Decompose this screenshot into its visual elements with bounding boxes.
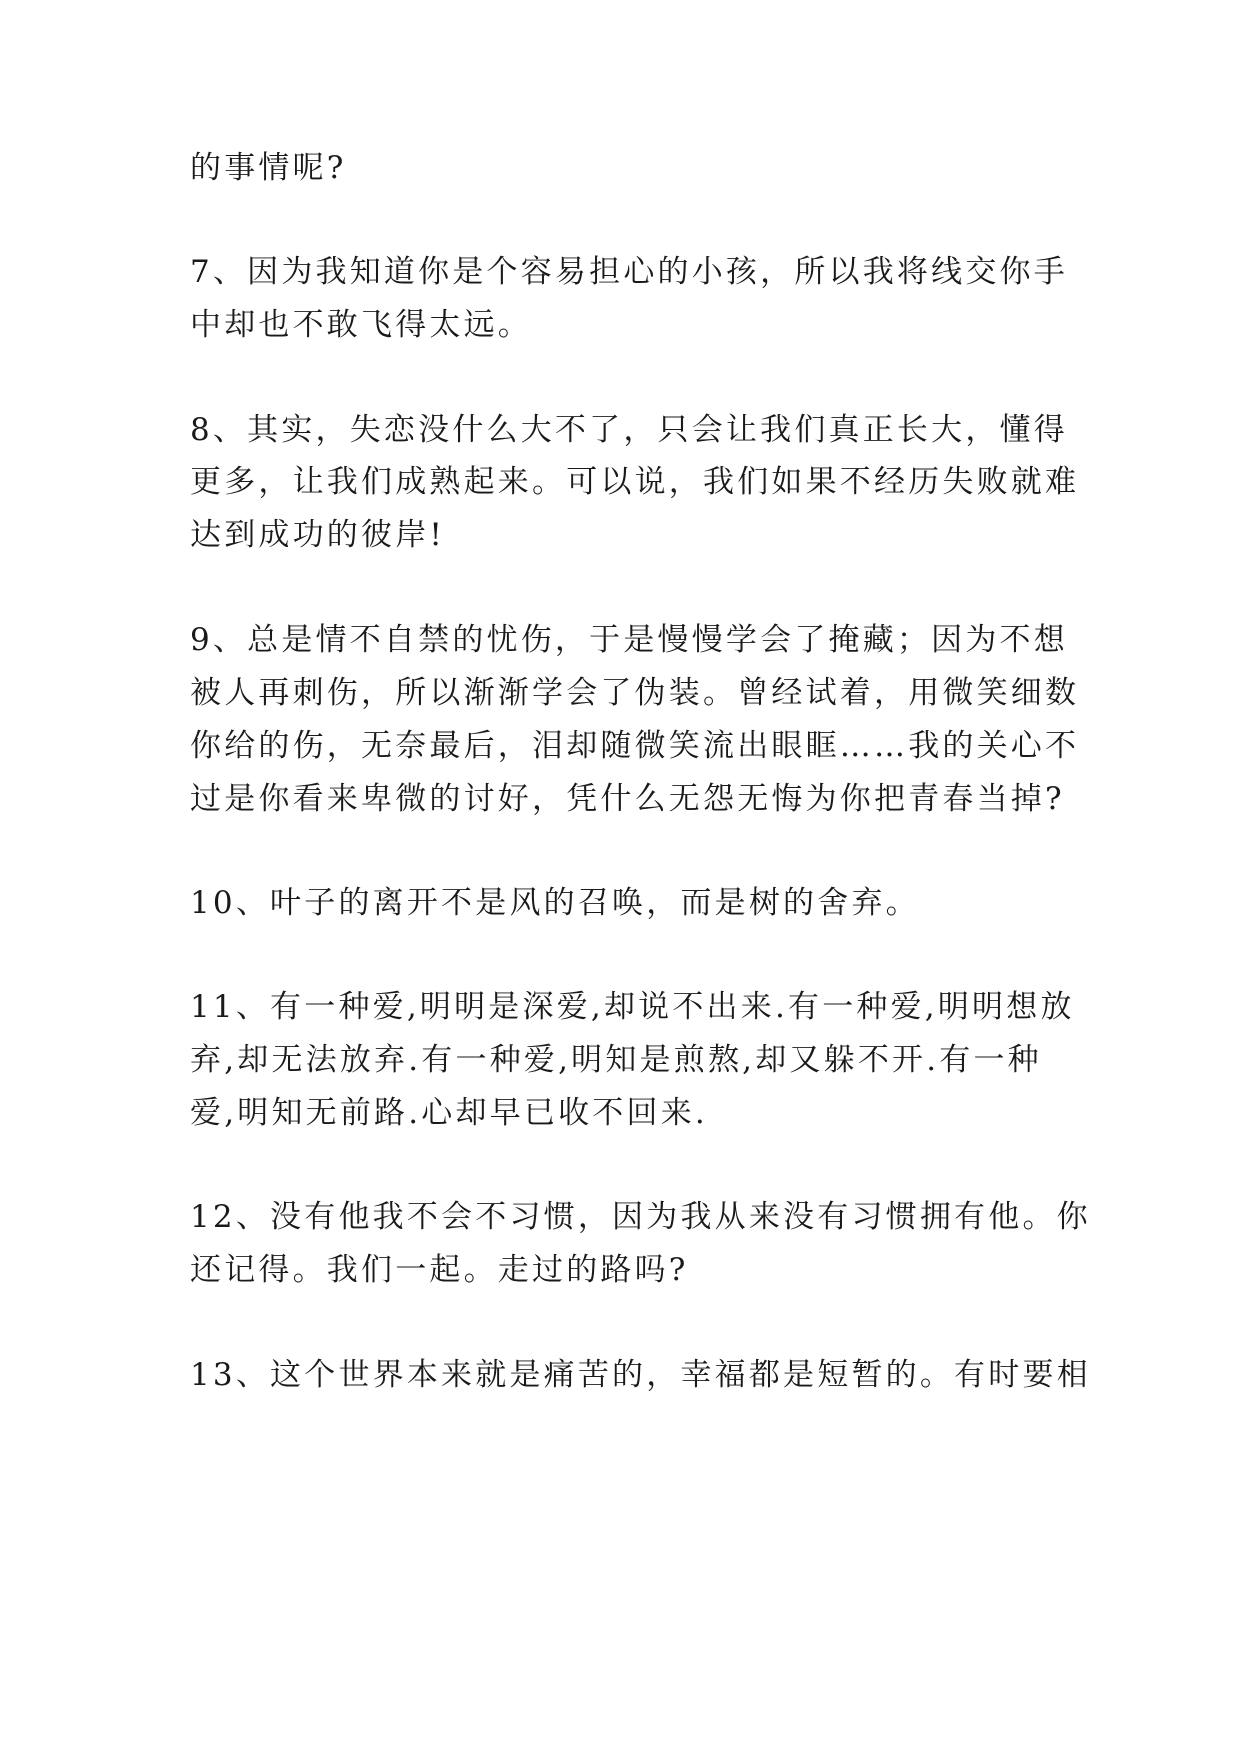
text-line: 8、其实，失恋没什么大不了，只会让我们真正长大，懂得	[190, 412, 1068, 448]
text-line: 13、这个世界本来就是痛苦的，幸福都是短暂的。有时要相	[190, 1357, 1091, 1393]
text-line: 还记得。我们一起。走过的路吗?	[190, 1252, 689, 1288]
text-line: 9、总是情不自禁的忧伤，于是慢慢学会了掩藏；因为不想	[190, 622, 1068, 658]
text-line: 达到成功的彼岸!	[190, 517, 446, 553]
text-line: 爱,明知无前路.心却早已收不回来.	[190, 1095, 708, 1131]
text-line: 7、因为我知道你是个容易担心的小孩，所以我将线交你手	[190, 254, 1068, 290]
text-line: 11、有一种爱,明明是深爱,却说不出来.有一种爱,明明想放	[190, 989, 1075, 1025]
text-line: 过是你看来卑微的讨好，凭什么无怨无悔为你把青春当掉?	[190, 781, 1065, 817]
text-line: 中却也不敢飞得太远。	[190, 307, 532, 343]
text-line: 的事情呢?	[190, 150, 347, 186]
text-line: 更多，让我们成熟起来。可以说，我们如果不经历失败就难	[190, 464, 1080, 500]
text-line: 10、叶子的离开不是风的召唤，而是树的舍弃。	[190, 885, 920, 921]
text-line: 12、没有他我不会不习惯，因为我从来没有习惯拥有他。你	[190, 1199, 1091, 1235]
text-line: 你给的伤，无奈最后，泪却随微笑流出眼眶……我的关心不	[190, 728, 1080, 764]
text-line: 被人再刺伤，所以渐渐学会了伪装。曾经试着，用微笑细数	[190, 675, 1080, 711]
text-line: 弃,却无法放弃.有一种爱,明知是煎熬,却又躲不开.有一种	[190, 1042, 1042, 1078]
